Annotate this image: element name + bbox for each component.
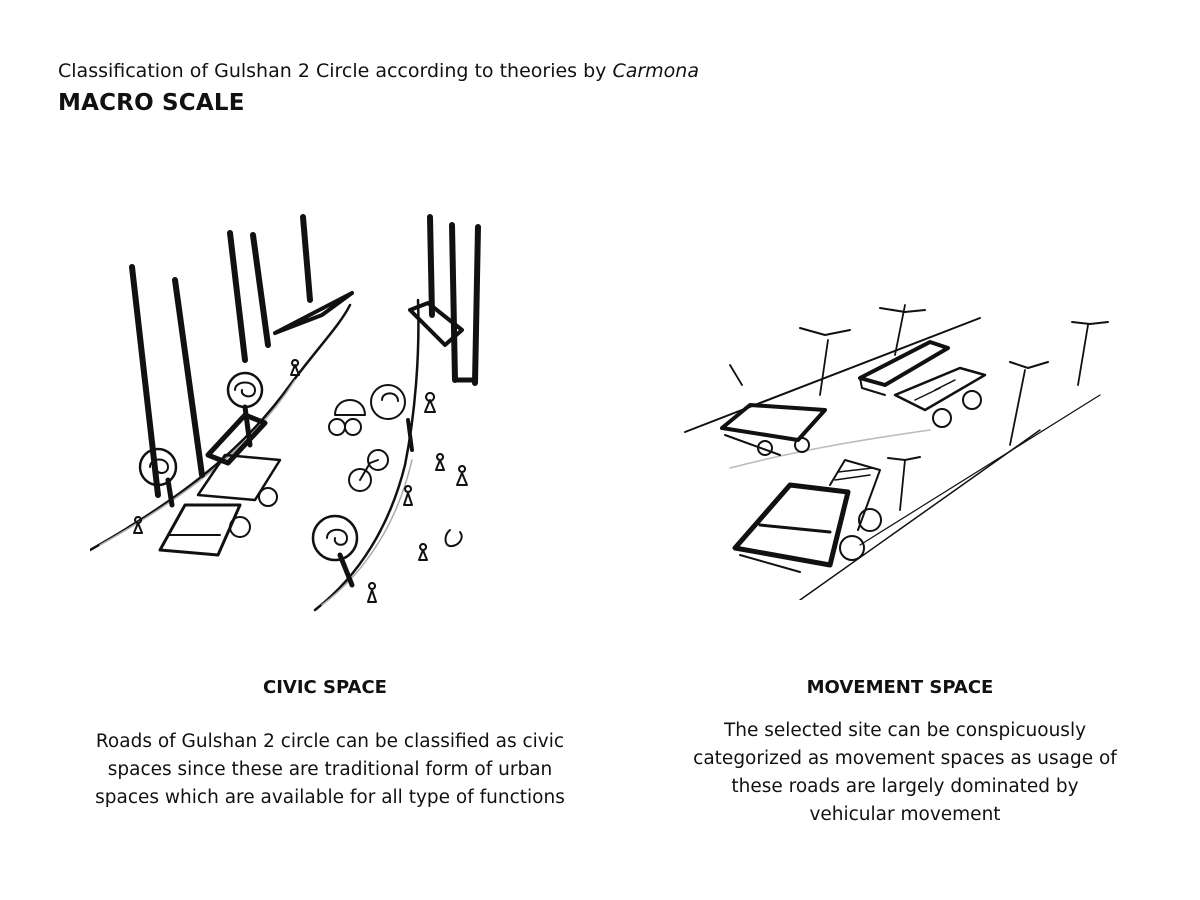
civic-space-sketch (90, 205, 520, 625)
subtitle-author: Carmona (612, 60, 699, 82)
page-subtitle (58, 58, 699, 84)
page-title: MACRO SCALE (58, 90, 245, 116)
civic-space-description: Roads of Gulshan 2 circle can be classified as civic spaces since these are traditional form of urban spaces which are available for all type of functions (95, 731, 565, 808)
subtitle-prefix: Classification of Gulshan 2 Circle according to theories by (58, 60, 613, 82)
civic-space-heading: CIVIC SPACE (263, 677, 387, 698)
movement-space-sketch (680, 300, 1120, 600)
movement-space-heading: MOVEMENT SPACE (806, 677, 994, 698)
movement-space-description: The selected site can be conspicuously categorized as movement spaces as usage of these roads are largely dominated by vehicular movement (693, 720, 1117, 825)
